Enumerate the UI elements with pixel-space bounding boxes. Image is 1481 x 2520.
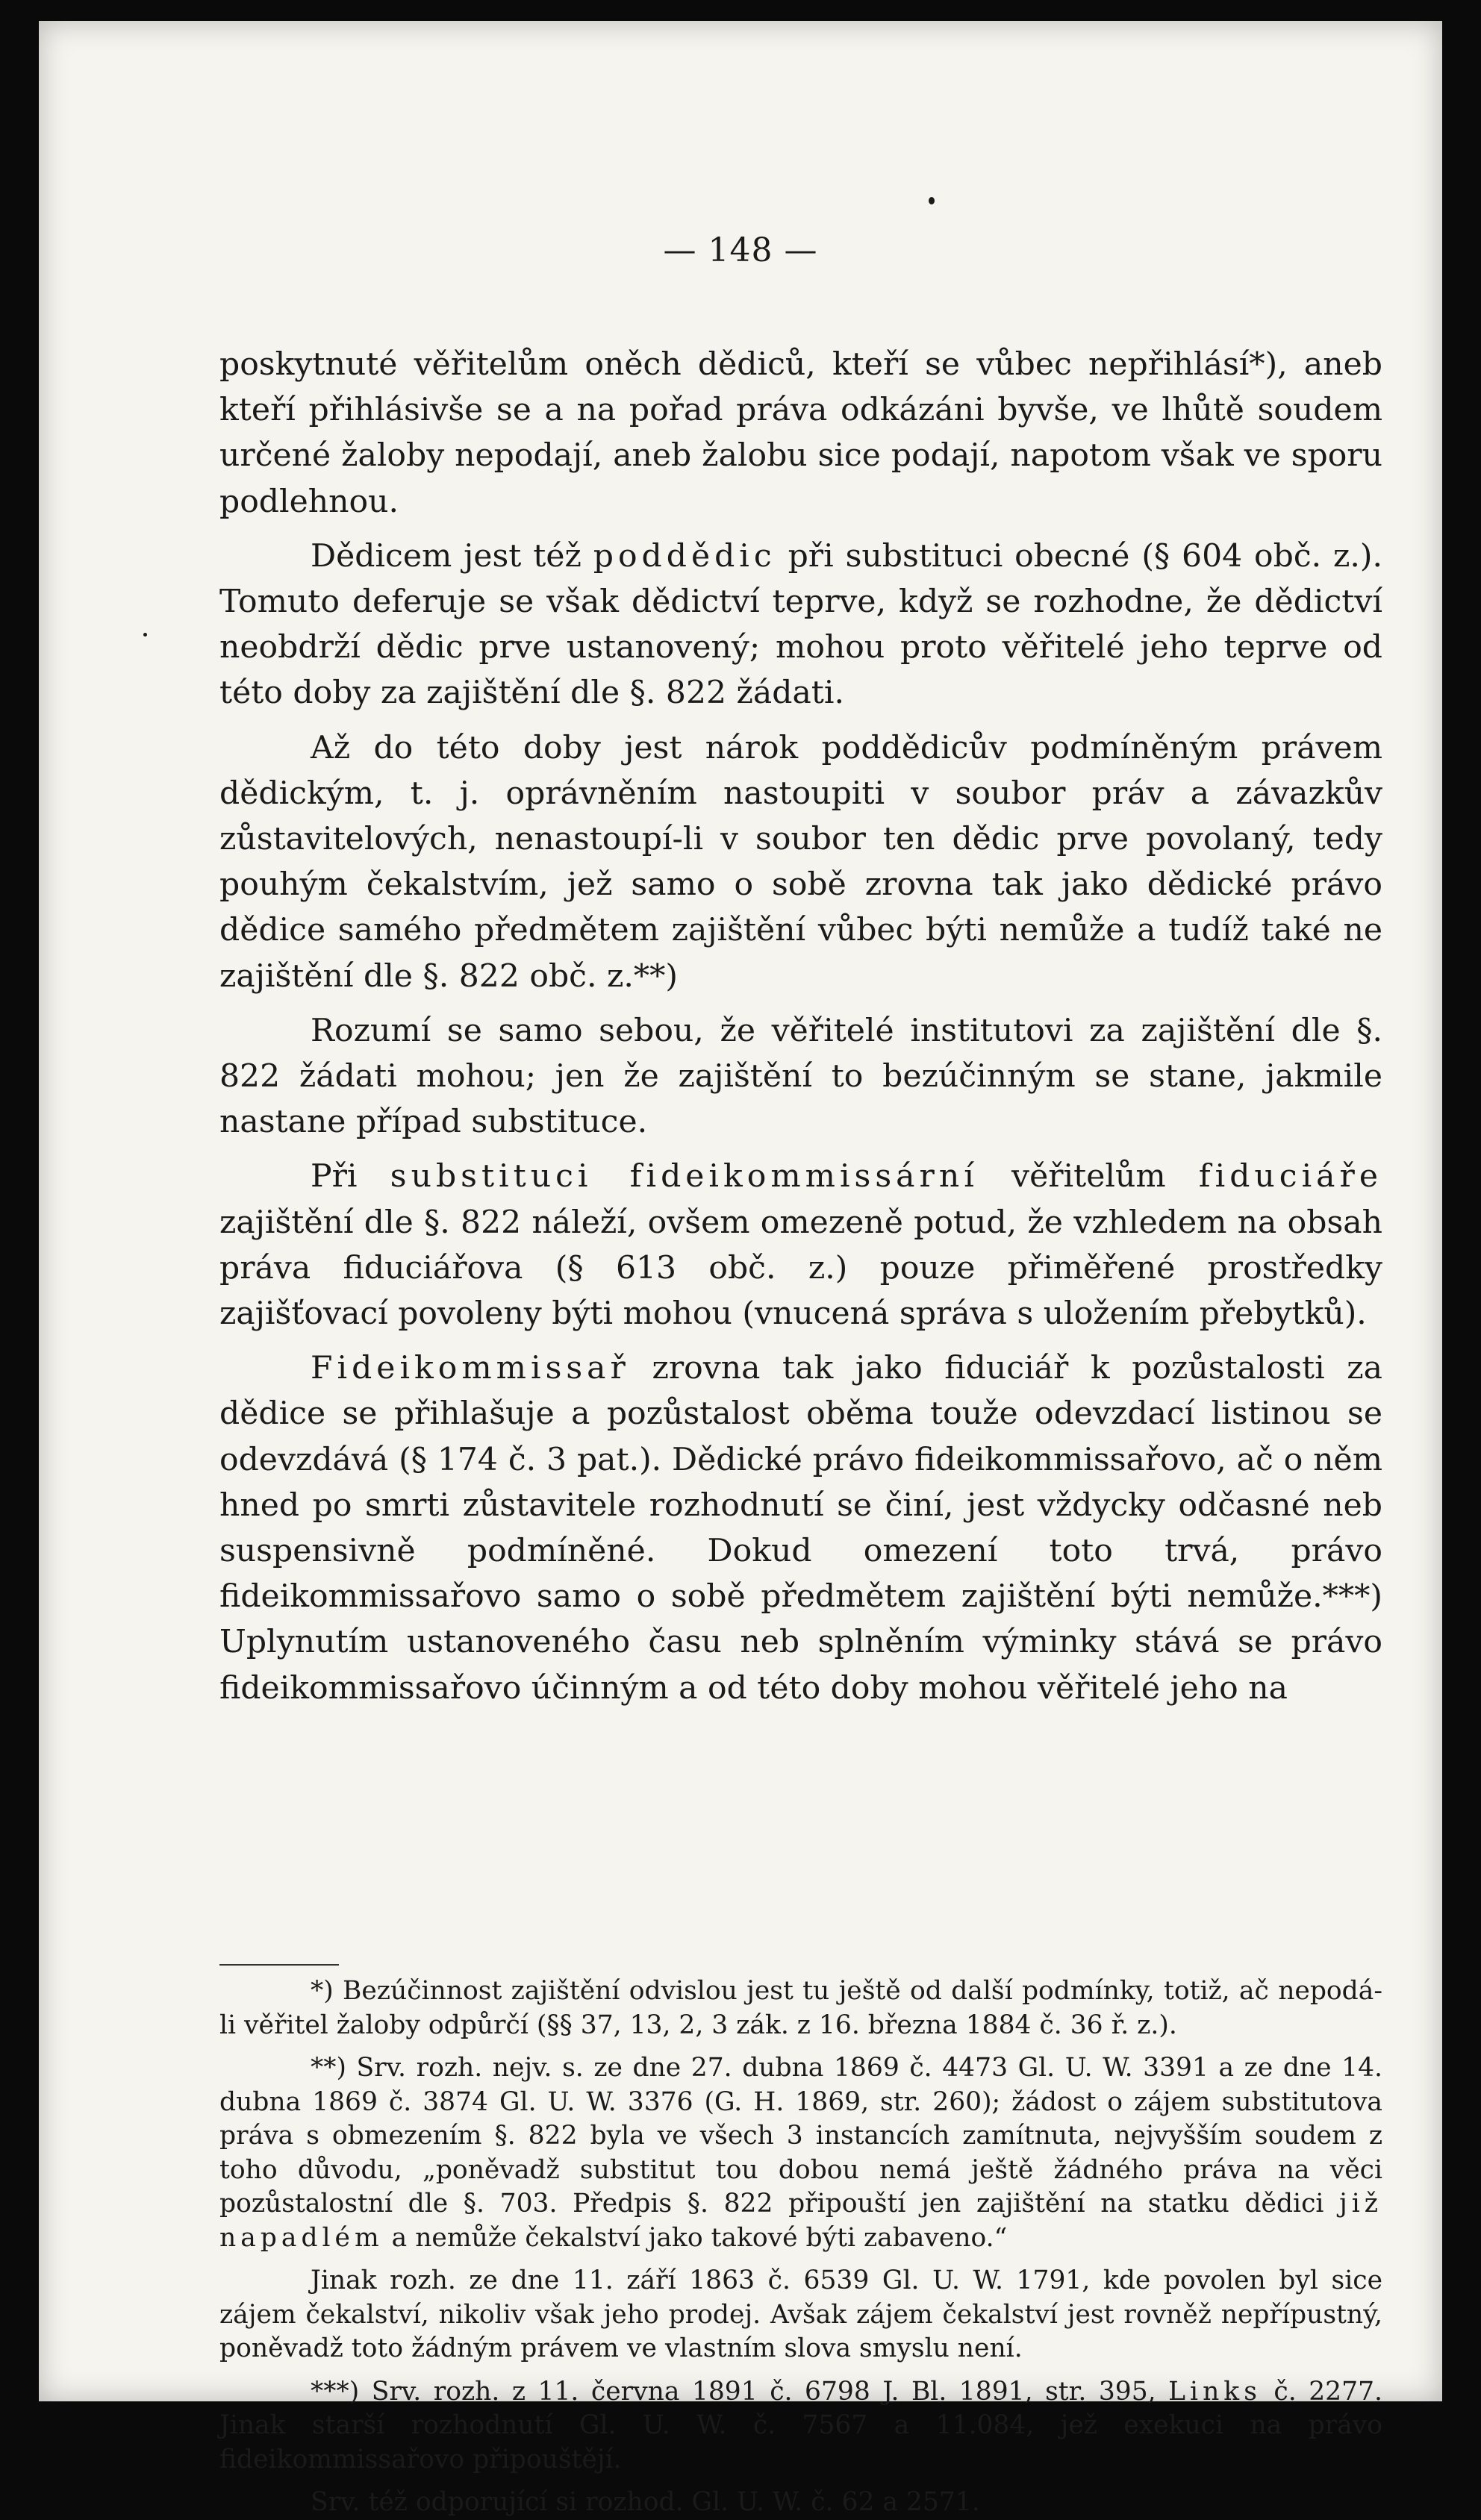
scanned-page [39,21,1442,2517]
footnote-2 [219,2051,1382,2255]
ink-speck [929,197,935,204]
paragraph-5-start: Při [311,1158,390,1195]
paragraph-5-rest: zajištění dle §. 822 náleží, ovšem omezeně potud, že vzhledem na obsah práva fiduciářova (§ 613 obč. z.) pouze přiměřené prostředky zajišťovací povoleny býti mohou (vnucená správa s uložením přebytků). [219,1204,1382,1333]
main-text [219,342,1382,1711]
footnote-1: *) Bezúčinnost zajištění odvislou jest tu ještě od další podmínky, totiž, ač nepodá-li věřitel žaloby odpůrčí (§§ 37, 13, 2, 3 zák. z 16. března 1884 č. 36 ř. z.). [219,1976,1382,2040]
paragraph-2-rest: při substituci obecné (§ 604 obč. z.). Tomuto deferuje se však dědictví teprve, když se rozhodne, že dědictví neobdrží dědic prve ustanovený; mohou proto věřitelé jeho teprve od této doby za zajištění dle §. 822 žádati. [219,537,1382,712]
footnote-divider [219,1964,339,1966]
paragraph-6-rest: zrovna tak jako fiduciář k pozůstalosti za dědice se přihlašuje a pozůstalost oběma touže odevzdací listinou se odevzdává (§ 174 č. 3 pat.). Dědické právo fideikommissařovo, ač o něm hned po smrti zůstavitele rozhodnutí se činí, jest vždycky odčasné neb suspensivně podmíněné. Dokud omezení toto trvá, právo fideikommissařovo samo o sobě předmětem zajištění býti nemůže.***) Uplynutím ustanoveného času neb splněním výminky stává se právo fideikommissařovo účinným a od této doby mohou věřitelé jeho na [219,1350,1382,1707]
ink-speck [143,633,147,637]
footnote-2-continued: Jinak rozh. ze dne 11. září 1863 č. 6539 Gl. U. W. 1791, kde povolen byl sice zájem čekalství, nikoliv však jeho prodej. Avšak zájem čekalství jest rovněž nepřípustný, poněvadž toto žádným právem ve vlastním slova smyslu není. [219,2266,1382,2363]
footnote-2-start: **) Srv. rozh. nejv. s. ze dne 27. dubna 1869 č. 4473 Gl. U. W. 3391 a ze dne 14. dubna 1869 č. 3874 Gl. U. W. 3376 (G. H. 1869, str. 260); žádost o zájem substitutova práva s obmezením §. 822 byla ve všech 3 instancích zamítnuta, nejvyšším soudem z toho důvodu, „poněvadž substitut tou dobou nemá ještě žádného práva na věci pozůstalostní dle §. 703. Předpis §. 822 připouští jen zajištění na statku dědici [219,2053,1382,2219]
footnote-2-rest: a nemůže čekalství jako takové býti zabaveno.“ [383,2222,1008,2253]
term-substituce-fideikommissarni: substituci fideikommissární [390,1158,979,1195]
term-fideikommissar: Fideikommissař [311,1350,630,1387]
footnote-3 [219,2375,1382,2477]
paragraph-1: poskytnuté věřitelům oněch dědiců, kteří se vůbec nepřihlásí*), aneb kteří přihlásivše se a na pořad práva odkázáni byvše, ve lhůtě soudem určené žaloby nepodají, aneb žalobu sice podají, napotom však ve sporu podlehnou. [219,346,1382,520]
paragraph-2 [219,534,1382,716]
footnotes [219,1975,1382,2520]
page-number: — 148 — [663,231,818,269]
term-jiz-napadlem: již napadlém [219,2189,1382,2253]
author-links: Links [1168,2376,1262,2407]
footnote-3-rest: č. 2277. Jinak starší rozhodnutí Gl. U. W. č. 7567 a 11.084, jež exekuci na právo fideikommissařovo připouštějí. [219,2376,1382,2474]
paragraph-3: Až do této doby jest nárok poddědicův podmíněným právem dědickým, t. j. oprávněním nastoupiti v soubor práv a závazkův zůstavitelových, nenastoupí-li v soubor ten dědic prve povolaný, tedy pouhým čekalstvím, jež samo o sobě zrovna tak jako dědické právo dědice samého předmětem zajištění vůbec býti nemůže a tudíž také ne zajištění dle §. 822 obč. z.**) [219,729,1382,995]
term-fiduciare: fiduciáře [1198,1158,1382,1195]
term-poddedic: poddědic [593,537,776,575]
paragraph-5 [219,1154,1382,1336]
paragraph-2-start: Dědicem jest též [311,537,593,575]
paragraph-6 [219,1345,1382,1711]
paragraph-5-mid: věřitelům [978,1158,1199,1195]
footnote-3-continued: Srv. též odporující si rozhod. Gl. U. W. č. 62 a 2571. [311,2487,980,2517]
paragraph-4: Rozumí se samo sebou, že věřitelé institutovi za zajištění dle §. 822 žádati mohou; jen že zajištění to bezúčinným se stane, jakmile nastane případ substituce. [219,1012,1382,1141]
footnote-3-start: ***) Srv. rozh. z 11. června 1891 č. 6798 J. Bl. 1891, str. 395, [311,2376,1169,2407]
